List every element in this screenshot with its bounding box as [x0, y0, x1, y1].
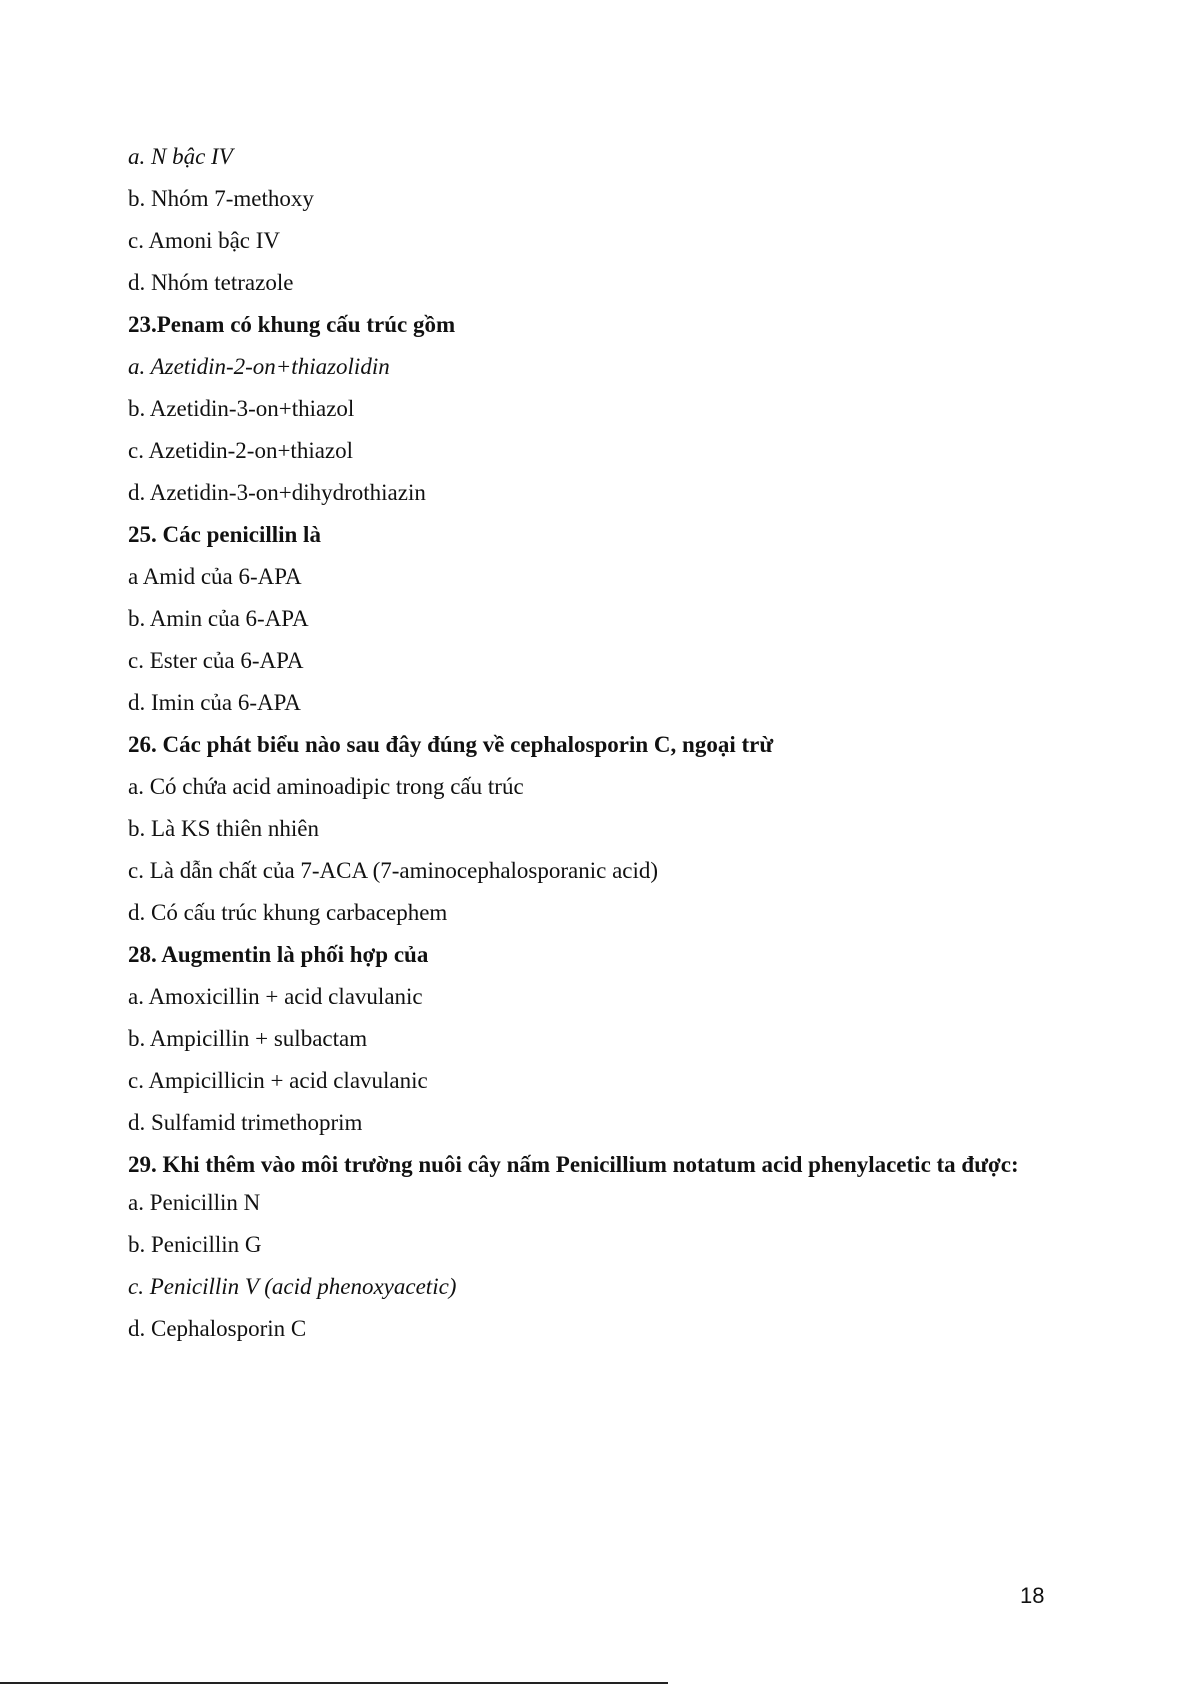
page-number: 18: [1020, 1583, 1045, 1608]
option-d-q25: d. Imin của 6-APA: [128, 690, 301, 715]
option-b-q25: b. Amin của 6-APA: [128, 606, 309, 631]
option-a-q23: a. Azetidin-2-on+thiazolidin: [128, 354, 390, 379]
option-c-q23: c. Azetidin-2-on+thiazol: [128, 438, 354, 463]
option-c-q26: c. Là dẫn chất của 7-ACA (7-aminocephalosporanic acid): [128, 858, 659, 883]
bottom-divider: [0, 1682, 668, 1684]
option-b-q22: b. Nhóm 7-methoxy: [128, 186, 314, 211]
question-26: 26. Các phát biểu nào sau đây đúng về cephalosporin C, ngoại trừ: [128, 732, 774, 757]
question-25: 25. Các penicillin là: [128, 522, 321, 547]
question-23: 23.Penam có khung cấu trúc gồm: [128, 312, 456, 337]
option-b-q29: b. Penicillin G: [128, 1232, 262, 1257]
option-d-q29: d. Cephalosporin C: [128, 1316, 307, 1341]
option-d-q22: d. Nhóm tetrazole: [128, 270, 294, 295]
option-d-q28: d. Sulfamid trimethoprim: [128, 1110, 363, 1135]
option-b-q28: b. Ampicillin + sulbactam: [128, 1026, 368, 1051]
option-d-q26: d. Có cấu trúc khung carbacephem: [128, 900, 448, 925]
question-29: 29. Khi thêm vào môi trường nuôi cây nấm Penicillium notatum acid phenylacetic ta được:: [128, 1152, 1019, 1177]
option-a-q25: a Amid của 6-APA: [128, 564, 302, 589]
option-a-q26: a. Có chứa acid aminoadipic trong cấu trúc: [128, 774, 524, 799]
option-b-q23: b. Azetidin-3-on+thiazol: [128, 396, 355, 421]
option-c-q25: c. Ester của 6-APA: [128, 648, 304, 673]
option-d-q23: d. Azetidin-3-on+dihydrothiazin: [128, 480, 426, 505]
option-a-q29: a. Penicillin N: [128, 1190, 261, 1215]
option-c-q29: c. Penicillin V (acid phenoxyacetic): [128, 1274, 457, 1299]
option-c-q22: c. Amoni bậc IV: [128, 228, 281, 253]
option-a-q28: a. Amoxicillin + acid clavulanic: [128, 984, 423, 1009]
option-b-q26: b. Là KS thiên nhiên: [128, 816, 319, 841]
question-list: [128, 142, 1028, 1356]
question-28: 28. Augmentin là phối hợp của: [128, 942, 429, 967]
option-a-q22: a. N bậc IV: [128, 144, 233, 169]
option-c-q28: c. Ampicillicin + acid clavulanic: [128, 1068, 428, 1093]
